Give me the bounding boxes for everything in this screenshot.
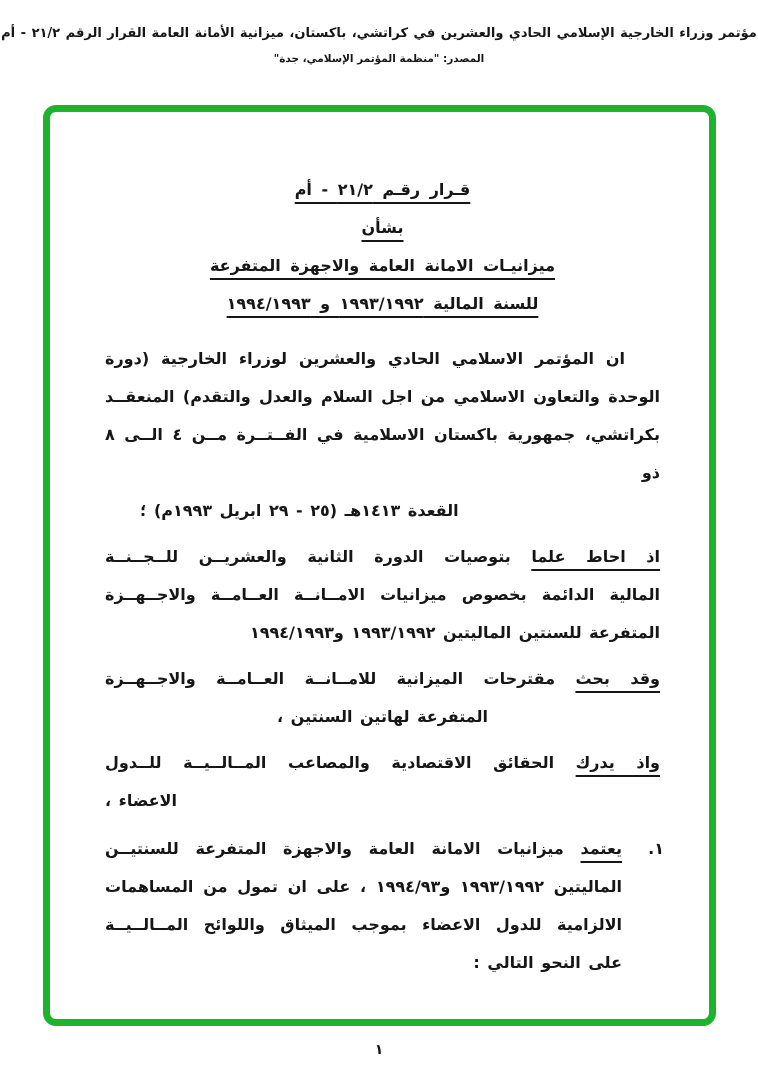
text-line: على النحو التالي : (473, 953, 622, 972)
lead-examined: وقد بحث (575, 669, 660, 688)
line-rest: الحقائق الاقتصادية والمصاعب المــالــيــة للــدول (105, 753, 576, 772)
header-citation: مؤتمر وزراء الخارجية الإسلامي الحادي والعشرين في كراتشي، باكستان، ميزانية الأمانة العامة القرار الرقم ٢١/٢ - أم (1, 26, 757, 41)
item-number: ١. (648, 839, 664, 858)
text-line (105, 538, 660, 576)
item-text (105, 830, 622, 982)
title-resolution-number: قـرار رقـم ٢١/٢ - أم (294, 180, 471, 199)
line-rest: مقترحات الميزانية للامــانــة العــامــة والاجــهــزة (105, 669, 576, 688)
text-line (105, 830, 622, 868)
preamble-examined (105, 660, 660, 736)
preamble-noting (105, 538, 660, 652)
preamble-session (105, 340, 660, 530)
text-line: بكراتشي، جمهورية باكستان الاسلامية في الفــتــرة مــن ٤ الــى ٨ ذو (105, 425, 660, 482)
text-line: المتفرعة للسنتين الماليتين ١٩٩٣/١٩٩٢ و١٩٩٤/١٩٩٣ (249, 623, 660, 642)
text-line: المالية الدائمة بخصوص ميزانيات الامــانــة العــامــة والاجــهــزة (105, 585, 660, 604)
text-line: الالزامية للدول الاعضاء بموجب الميثاق واللوائح المــالــيــة (105, 915, 622, 934)
page-number: ١ (374, 1042, 384, 1058)
line-rest: بتوصيات الدورة الثانية والعشريــن للــجــنــة (105, 547, 532, 566)
text-line: الماليتين ١٩٩٣/١٩٩٢ و١٩٩٤/٩٣ ، على ان تمول من المساهمات (105, 877, 622, 896)
resolution-title-block (105, 178, 660, 316)
header-source: المصدر: "منظمة المؤتمر الإسلامي، جدة" (273, 53, 485, 65)
preamble-recognizing (105, 744, 660, 820)
text-line: المتفرعة لهاتين السنتين ، (277, 707, 488, 726)
operative-item-1 (105, 830, 664, 982)
text-line: الوحدة والتعاون الاسلامي من اجل السلام والعدل والتقدم) المنعقــد (105, 387, 660, 406)
lead-noted: اذ احاط علما (531, 547, 660, 566)
text-line (105, 744, 660, 782)
title-subject-line: ميزانيـات الامانة العامة والاجهزة المتفرعة (209, 256, 556, 275)
text-line: ان المؤتمر الاسلامي الحادي والعشرين لوزراء الخارجية (دورة (105, 349, 625, 368)
lead-approves: يعتمد (580, 839, 622, 858)
text-line: القعدة ١٤١٣هـ (٢٥ - ٢٩ ابريل ١٩٩٣م) ؛ (140, 501, 459, 520)
text-line (105, 660, 660, 698)
line-rest: ميزانيات الامانة العامة والاجهزة المتفرعة للسنتيــن (105, 839, 581, 858)
title-regarding: بشأن (361, 218, 404, 237)
lead-recognizing: واذ يدرك (575, 753, 660, 772)
text-line: الاعضاء ، (105, 791, 177, 810)
resolution-body (105, 178, 664, 982)
title-fiscal-years: للسنة المالية ١٩٩٣/١٩٩٢ و ١٩٩٤/١٩٩٣ (226, 294, 539, 313)
